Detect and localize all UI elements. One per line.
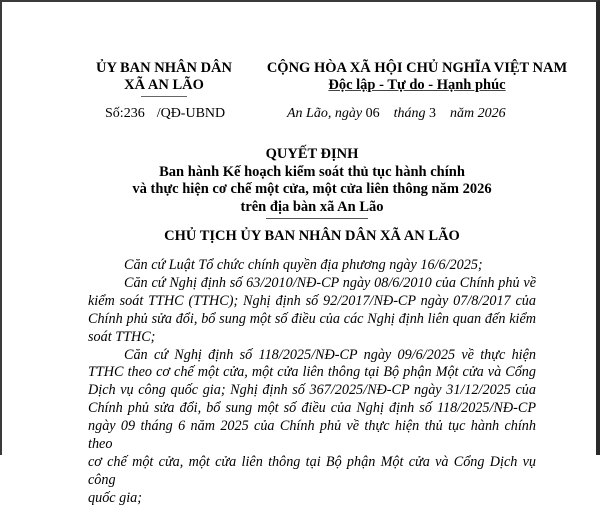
body-line: TTHC theo cơ chế một cửa, một cửa liên thông tại Bộ phận Một cửa và Cổng (88, 364, 536, 381)
place-and-date (287, 106, 506, 122)
agency-underline (141, 96, 187, 97)
body-line: Căn cứ Nghị định số 118/2025/NĐ-CP ngày 09/6/2025 về thực hiện (124, 346, 536, 363)
body-line: Dịch vụ công quốc gia; Nghị định số 367/2025/NĐ-CP ngày 31/12/2025 của (88, 382, 536, 399)
number-label: Số: (105, 106, 124, 121)
place-date-prefix: An Lão, ngày (287, 106, 363, 121)
body-line: soát TTHC; (88, 328, 156, 345)
year-label: năm 2026 (449, 106, 506, 121)
national-motto: Độc lập - Tự do - Hạnh phúc (328, 77, 506, 93)
issuing-agency (94, 60, 234, 97)
decision-subject-line1: Ban hành Kế hoạch kiểm soát thủ tục hành chính (159, 163, 465, 180)
number-suffix: /QĐ-UBND (156, 106, 226, 121)
body-line: quốc gia; (88, 489, 142, 506)
agency-name-line1: ỦY BAN NHÂN DÂN (95, 60, 232, 76)
document-number (105, 106, 225, 122)
number-value: 236 (123, 106, 145, 121)
body-line: kiểm soát TTHC (TTHC); Nghị định số 92/2017/NĐ-CP ngày 07/8/2017 của (88, 292, 536, 309)
body-line: Căn cứ Nghị định số 63/2010/NĐ-CP ngày 08/6/2010 của Chính phủ về (124, 274, 536, 291)
body-line: Chính phủ sửa đổi, bổ sung một số điều của các Nghị định liên quan đến kiểm (88, 310, 536, 327)
month-label: tháng (393, 106, 426, 121)
date-day: 06 (365, 106, 380, 121)
body-line: ngày 09 tháng 6 năm 2025 của Chính phủ về thực hiện thủ tục hành chính theo (88, 418, 536, 453)
country-name: CỘNG HÒA XÃ HỘI CHỦ NGHĨA VIỆT NAM (266, 60, 568, 76)
legal-basis-text (88, 257, 536, 508)
title-underline (266, 218, 368, 219)
agency-name-line2: XÃ AN LÃO (124, 77, 204, 93)
national-header (257, 60, 577, 94)
decision-heading: QUYẾT ĐỊNH (265, 146, 359, 162)
decision-subject-line2: và thực hiện cơ chế một cửa, một cửa liên thông năm 2026 (132, 181, 492, 197)
body-line: cơ chế một cửa, một cửa liên thông tại Bộ phận Một cửa và Cổng Dịch vụ công (88, 453, 536, 488)
date-month: 3 (428, 106, 436, 121)
body-line: Chính phủ sửa đổi, bổ sung một số điều của Nghị định số 118/2025/NĐ-CP (88, 400, 536, 417)
decision-title (102, 146, 522, 219)
decision-subject-line3: trên địa bàn xã An Lão (240, 198, 384, 215)
issuing-authority: CHỦ TỊCH ỦY BAN NHÂN DÂN XÃ AN LÃO (164, 228, 460, 244)
body-line: Căn cứ Luật Tổ chức chính quyền địa phương ngày 16/6/2025; (124, 257, 483, 273)
